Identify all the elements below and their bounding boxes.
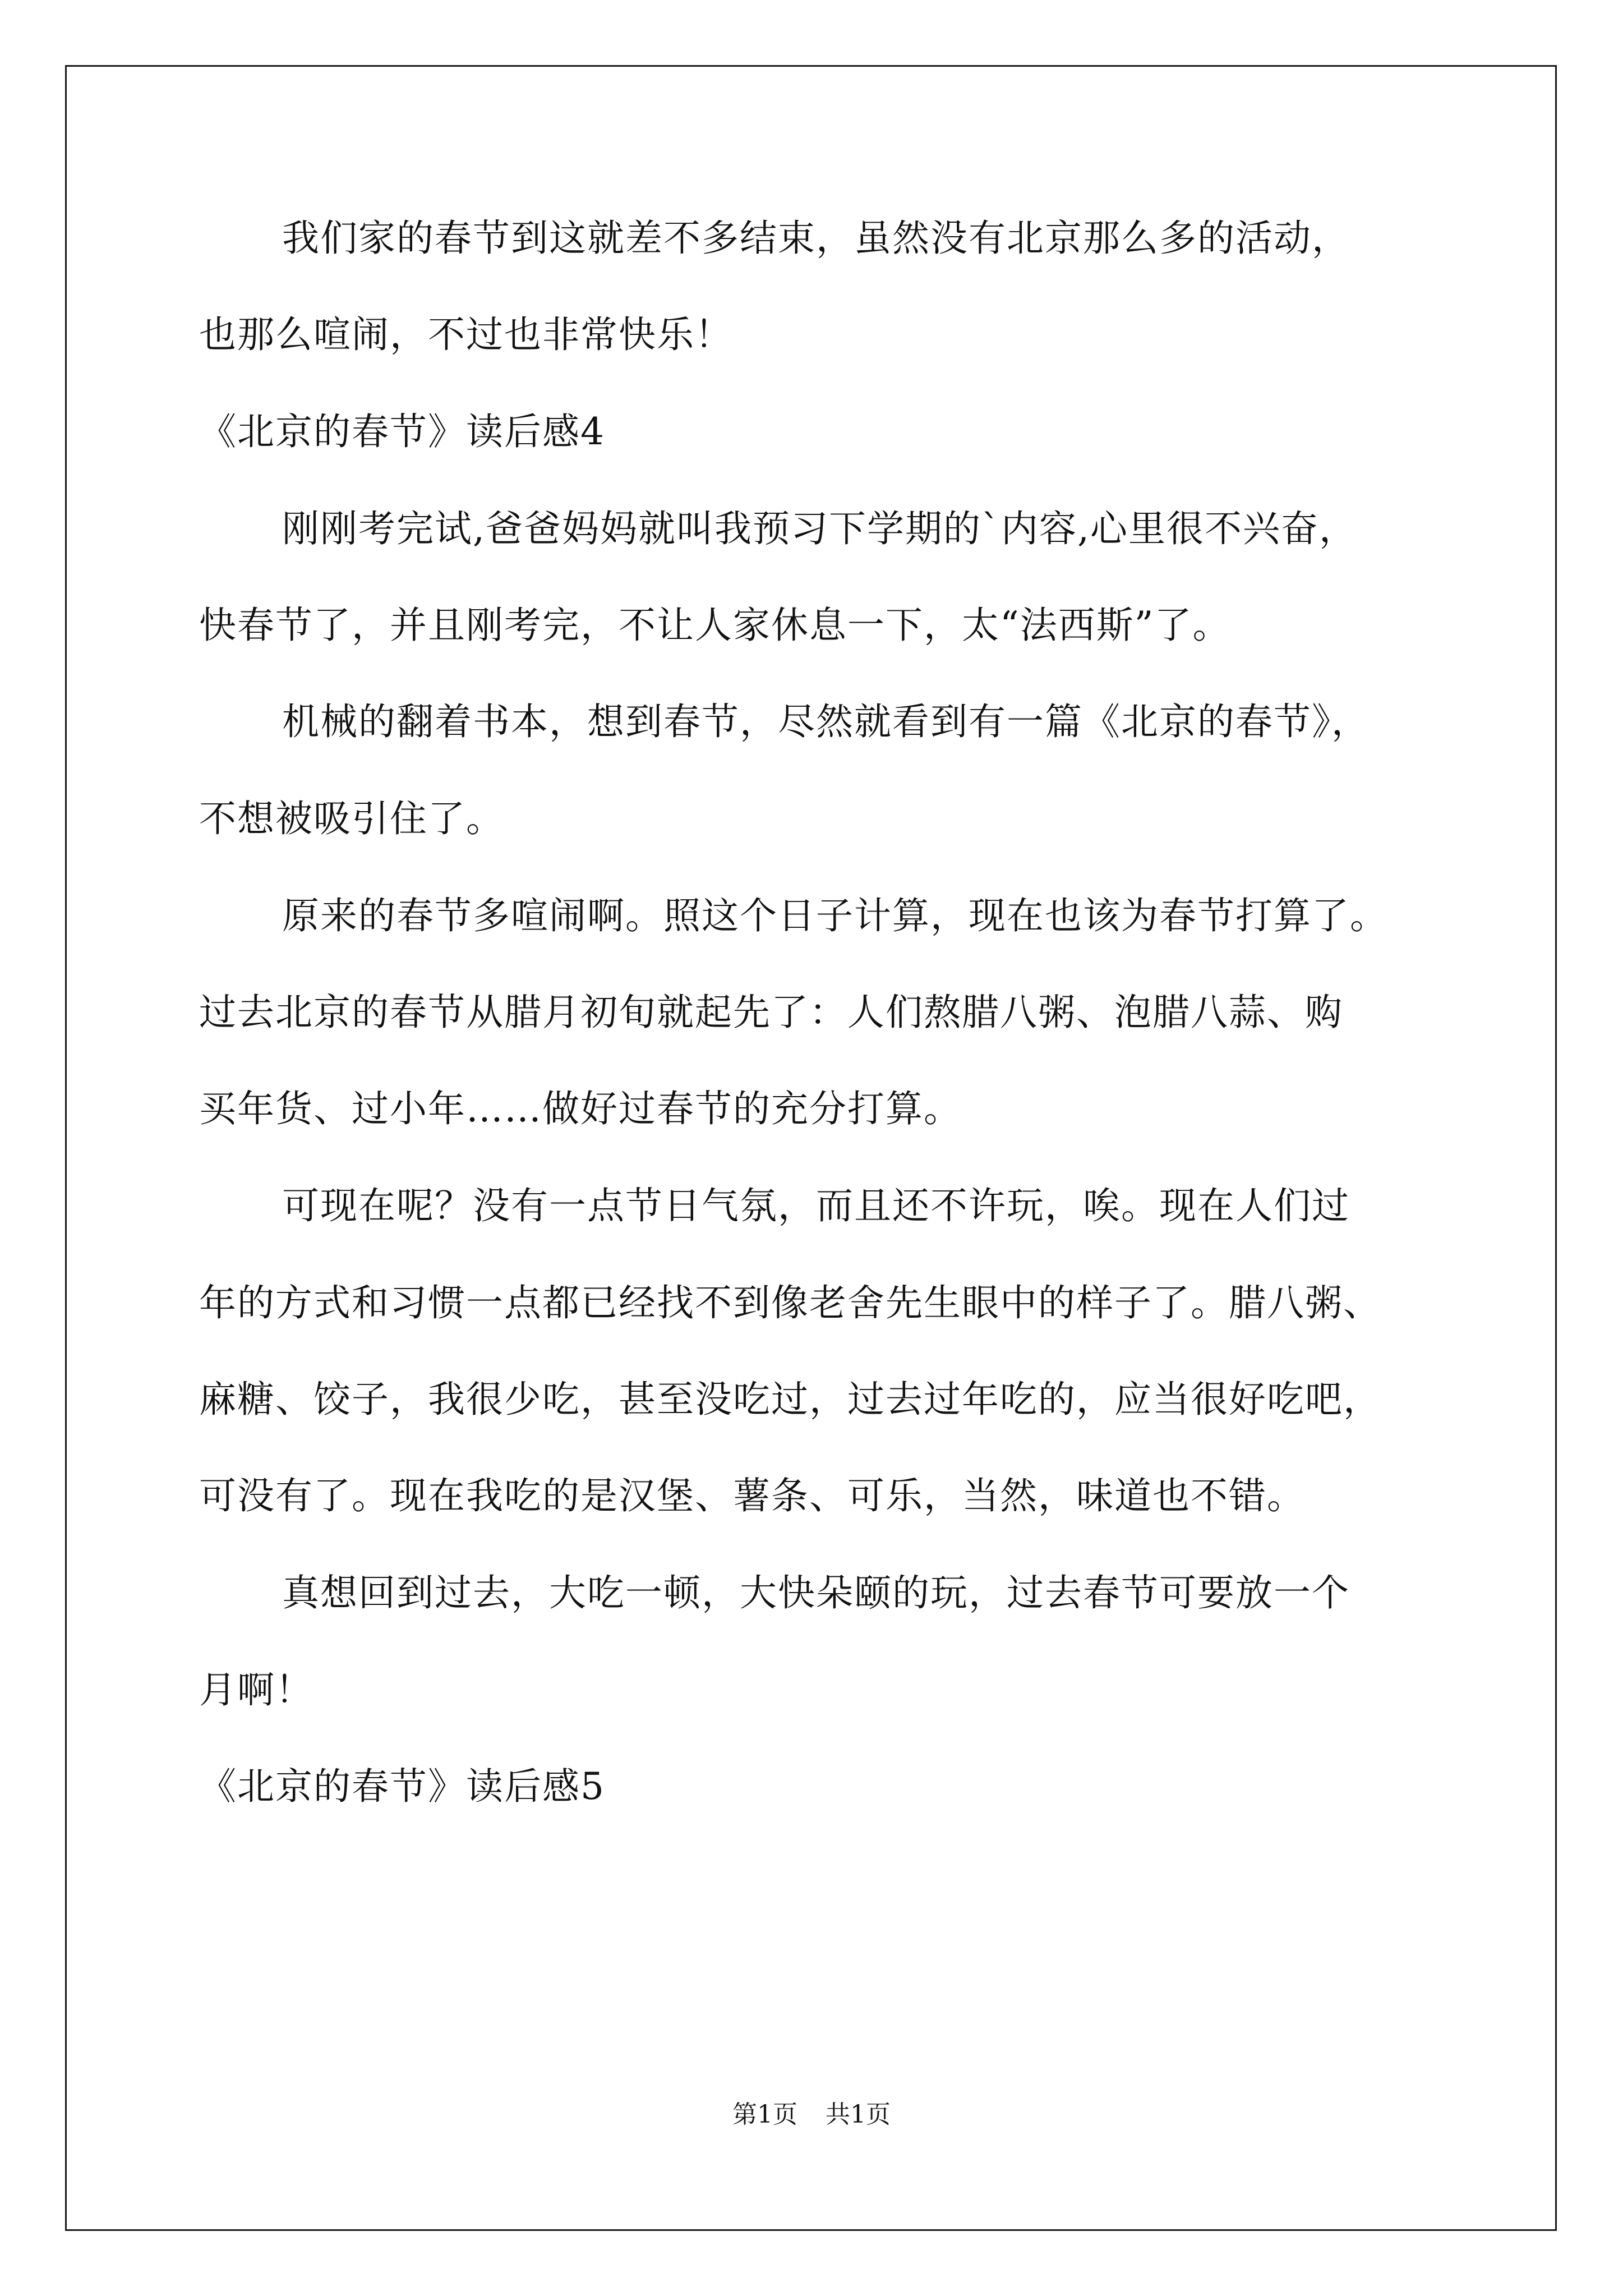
paragraph-line: 机械的翻着书本，想到春节，尽然就看到有一篇《北京的春节》， (282, 700, 1370, 743)
paragraph-line: 刚刚考完试,爸爸妈妈就叫我预习下学期的`内容,心里很不兴奋， (282, 507, 1357, 550)
section-heading: 《北京的春节》读后感5 (199, 1765, 605, 1808)
paragraph-line: 可现在呢？没有一点节日气氛，而且还不许玩，唉。现在人们过 (282, 1184, 1350, 1227)
page-total: 共1页 (826, 2100, 891, 2129)
paragraph-line: 年的方式和习惯一点都已经找不到像老舍先生眼中的样子了。腊八粥、 (199, 1281, 1381, 1324)
section-heading: 《北京的春节》读后感4 (199, 410, 605, 453)
paragraph-line: 月啊！ (199, 1668, 313, 1711)
paragraph-line: 快春节了，并且刚考完，不让人家休息一下，太“法西斯”了。 (199, 604, 1231, 647)
page-footer (0, 2098, 1623, 2132)
paragraph-line: 可没有了。现在我吃的是汉堡、薯条、可乐，当然，味道也不错。 (199, 1474, 1305, 1517)
paragraph-line: 真想回到过去，大吃一顿，大快朵颐的玩，过去春节可要放一个 (282, 1571, 1350, 1614)
page-number: 第1页 (732, 2100, 797, 2129)
paragraph-line: 原来的春节多喧闹啊。照这个日子计算，现在也该为春节打算了。 (282, 894, 1388, 937)
paragraph-line: 不想被吸引住了。 (199, 797, 504, 840)
paragraph-line: 麻糖、饺子，我很少吃，甚至没吃过，过去过年吃的，应当很好吃吧， (199, 1378, 1381, 1421)
paragraph-line: 我们家的春节到这就差不多结束，虽然没有北京那么多的活动， (282, 217, 1350, 260)
paragraph-line: 过去北京的春节从腊月初旬就起先了：人们熬腊八粥、泡腊八蒜、购 (199, 991, 1343, 1034)
paragraph-line: 也那么喧闹，不过也非常快乐！ (199, 313, 733, 356)
page-border (65, 65, 1557, 2231)
paragraph-line: 买年货、过小年……做好过春节的充分打算。 (199, 1087, 962, 1130)
